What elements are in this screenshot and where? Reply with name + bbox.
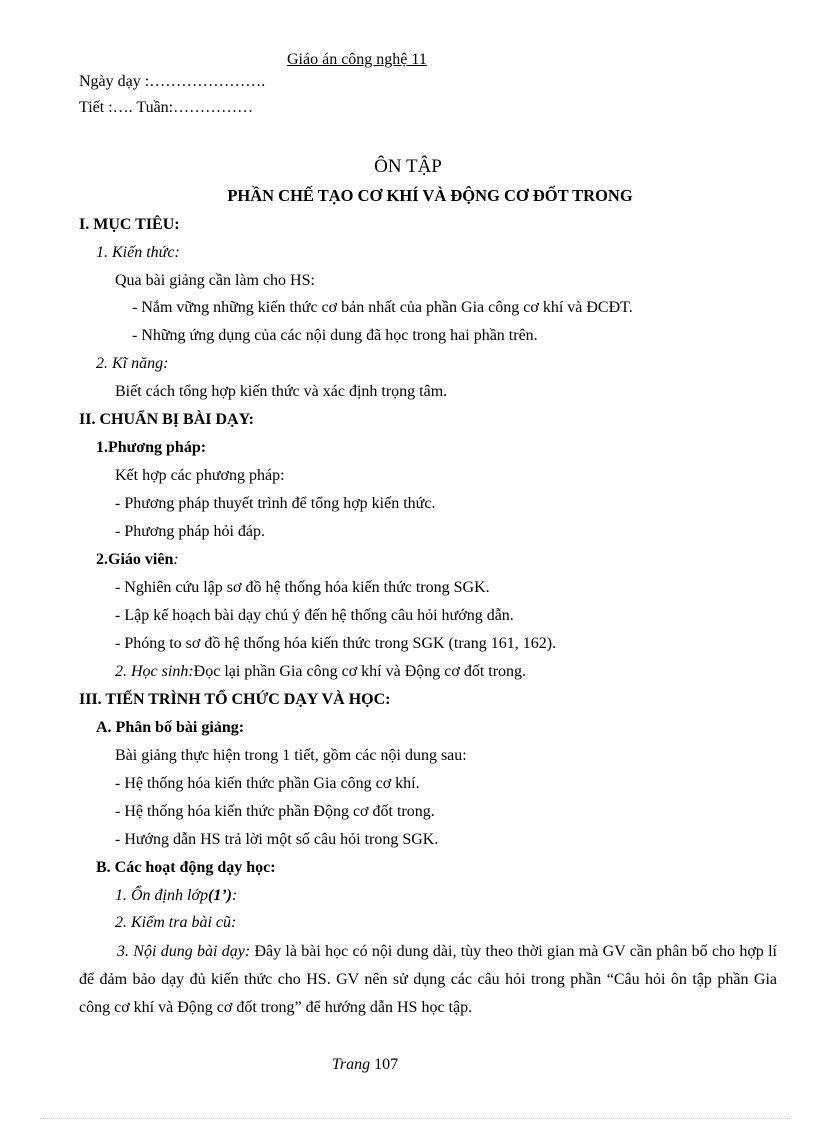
knowledge-item: - Những ứng dụng của các nội dung đã học trong hai phần trên. xyxy=(132,327,538,344)
student-label: 2. Học sinh: xyxy=(115,663,194,680)
content-paragraph xyxy=(79,938,777,1022)
student-line xyxy=(115,662,526,682)
student-text: Đọc lại phần Gia công cơ khí và Động cơ đốt trong. xyxy=(193,663,527,680)
section3-heading: III. TIẾN TRÌNH TỔ CHỨC DẠY VÀ HỌC: xyxy=(79,691,391,708)
page-label: Trang xyxy=(331,1056,371,1073)
b1-colon: : xyxy=(231,887,238,904)
page-footer xyxy=(0,1055,730,1075)
b1-line xyxy=(115,886,237,906)
skill-label: 2. Kĩ năng: xyxy=(96,355,169,372)
section2-heading: II. CHUẨN BỊ BÀI DẠY: xyxy=(79,411,254,428)
page-number: 107 xyxy=(374,1056,399,1073)
page-subtitle: PHẦN CHẾ TẠO CƠ KHÍ VÀ ĐỘNG CƠ ĐỐT TRONG xyxy=(227,186,633,205)
knowledge-intro: Qua bài giảng cần làm cho HS: xyxy=(115,272,315,289)
section3-a-label: A. Phân bố bài giảng: xyxy=(96,719,245,736)
page-bottom-divider xyxy=(40,1118,790,1119)
skill-text: Biết cách tổng hợp kiến thức và xác định trọng tâm. xyxy=(115,383,448,400)
course-title: Giáo án công nghệ 11 xyxy=(287,51,427,68)
period-line: Tiết :…. Tuần:…………… xyxy=(79,99,254,116)
teacher-heading xyxy=(96,550,179,570)
section1-heading: I. MỤC TIÊU: xyxy=(79,216,180,233)
section3-a-item: - Hướng dẫn HS trả lời một số câu hỏi trong SGK. xyxy=(115,831,439,848)
section3-a-intro: Bài giảng thực hiện trong 1 tiết, gồm các nội dung sau: xyxy=(115,747,467,764)
section3-a-item: - Hệ thống hóa kiến thức phần Động cơ đốt trong. xyxy=(115,803,435,820)
teacher-item: - Nghiên cứu lập sơ đồ hệ thống hóa kiến thức trong SGK. xyxy=(115,579,490,596)
b1-time: (1’) xyxy=(207,887,232,904)
method-intro: Kết hợp các phương pháp: xyxy=(115,467,285,484)
knowledge-label: 1. Kiến thức: xyxy=(96,244,180,261)
page-title: ÔN TẬP xyxy=(374,156,442,177)
b3-label: 3. Nội dung bài dạy: xyxy=(117,943,251,960)
section3-b-label: B. Các hoạt động dạy học: xyxy=(96,859,276,876)
b3-text: Đây là bài học có nội dung dài, tùy theo thời gian mà GV cần phân bố cho hợp lí để đảm bảo dạy đủ kiến thức cho HS. GV nên sử dụng các câu hỏi trong phần “Câu hỏi ôn tập phần Gia công cơ khí và Động cơ đốt trong” để hướng dẫn HS học tập. xyxy=(79,943,777,1016)
section3-a-item: - Hệ thống hóa kiến thức phần Gia công cơ khí. xyxy=(115,775,420,792)
method-item: - Phương pháp hỏi đáp. xyxy=(115,523,266,540)
knowledge-item: - Nắm vững những kiến thức cơ bản nhất của phần Gia công cơ khí và ĐCĐT. xyxy=(132,299,633,316)
teacher-label: 2.Giáo viên xyxy=(96,551,174,568)
teacher-colon: : xyxy=(173,551,179,568)
b2-label: 2. Kiểm tra bài cũ: xyxy=(115,914,237,931)
date-line: Ngày dạy :…………………. xyxy=(79,73,266,90)
b1-label: 1. Ổn định lớp xyxy=(115,887,208,904)
method-label: 1.Phương pháp: xyxy=(96,439,207,456)
teacher-item: - Lập kế hoạch bài dạy chú ý đến hệ thống câu hỏi hướng dẫn. xyxy=(115,607,514,624)
teacher-item: - Phóng to sơ đồ hệ thống hóa kiến thức trong SGK (trang 161, 162). xyxy=(115,635,557,652)
method-item: - Phương pháp thuyết trình để tổng hợp kiến thức. xyxy=(115,495,436,512)
